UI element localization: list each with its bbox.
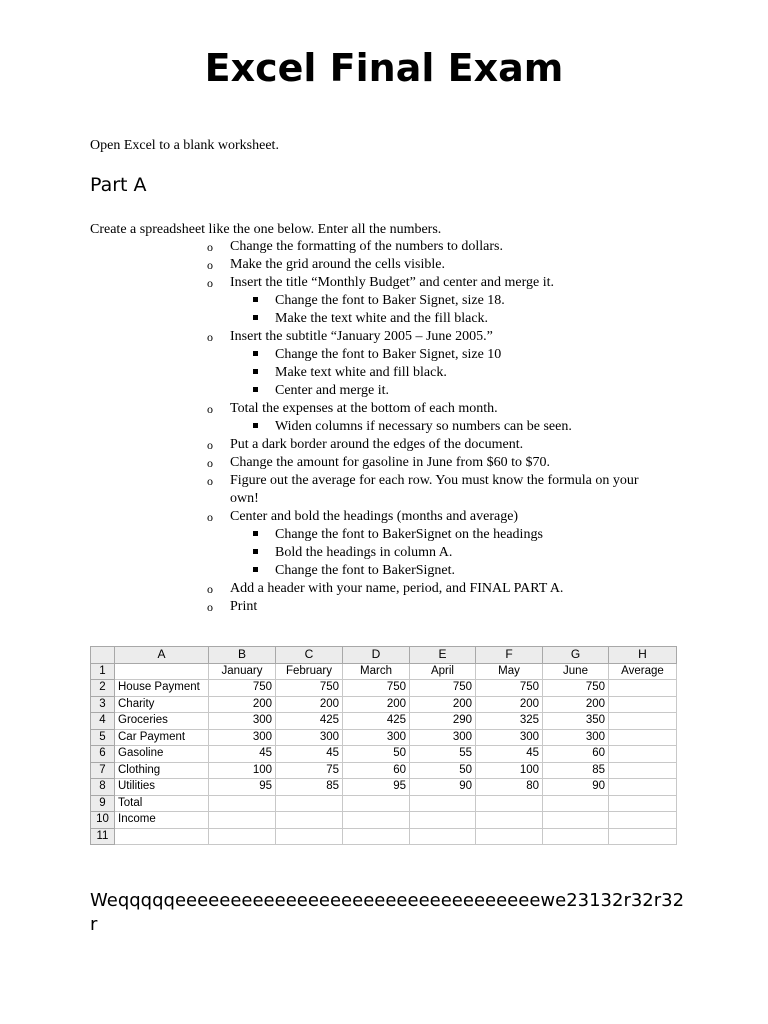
value-cell[interactable]: 300	[476, 729, 543, 746]
value-cell[interactable]: 290	[410, 713, 476, 730]
month-header-cell[interactable]: May	[476, 663, 543, 680]
value-cell[interactable]: 85	[276, 779, 343, 796]
value-cell[interactable]: 300	[410, 729, 476, 746]
circle-bullet-icon: o	[207, 582, 213, 596]
table-row	[91, 696, 677, 713]
sub-instruction-item	[0, 562, 768, 580]
circle-bullet-icon: o	[207, 330, 213, 344]
value-cell[interactable]: 50	[410, 762, 476, 779]
table-row	[91, 779, 677, 796]
value-cell[interactable]: 200	[209, 696, 276, 713]
instruction-text: Print	[230, 599, 258, 614]
sub-instruction-item	[0, 346, 768, 364]
row-label-cell[interactable]: Groceries	[115, 713, 209, 730]
table-row	[91, 663, 677, 680]
value-cell[interactable]: 425	[276, 713, 343, 730]
value-cell[interactable]: 325	[476, 713, 543, 730]
create-instruction: Create a spreadsheet like the one below. Enter all the numbers.	[90, 222, 442, 237]
table-row	[91, 680, 677, 697]
circle-bullet-icon: o	[207, 474, 213, 488]
square-bullet-icon	[253, 297, 258, 302]
value-cell[interactable]: 750	[543, 680, 609, 697]
month-header-cell[interactable]: June	[543, 663, 609, 680]
instruction-item	[0, 508, 670, 526]
row-label-cell[interactable]: Car Payment	[115, 729, 209, 746]
instruction-text: Change the amount for gasoline in June from $60 to $70.	[230, 455, 550, 470]
value-cell[interactable]: 750	[343, 680, 410, 697]
value-cell[interactable]	[476, 828, 543, 845]
instruction-item	[0, 436, 670, 454]
instruction-text: Center and merge it.	[275, 383, 390, 398]
sub-instruction-item	[0, 292, 768, 310]
month-header-cell[interactable]: Average	[609, 663, 677, 680]
instruction-text: Center and bold the headings (months and average)	[230, 509, 519, 524]
value-cell[interactable]: 45	[276, 746, 343, 763]
page-title: Excel Final Exam	[204, 46, 564, 90]
value-cell[interactable]: 95	[343, 779, 410, 796]
row-label-cell[interactable]: Income	[115, 812, 209, 829]
row-number[interactable]: 11	[91, 828, 115, 845]
row-label-cell[interactable]	[115, 828, 209, 845]
average-cell[interactable]	[609, 680, 677, 697]
column-header-d[interactable]: D	[343, 647, 410, 664]
value-cell[interactable]: 100	[209, 762, 276, 779]
instruction-text: Put a dark border around the edges of the document.	[230, 437, 524, 452]
row-number[interactable]: 9	[91, 795, 115, 812]
sub-instruction-item	[0, 526, 768, 544]
value-cell[interactable]	[209, 828, 276, 845]
circle-bullet-icon: o	[207, 510, 213, 524]
square-bullet-icon	[253, 315, 258, 320]
instruction-list	[0, 238, 768, 616]
table-row	[91, 795, 677, 812]
sub-instruction-item	[0, 382, 768, 400]
value-cell[interactable]: 200	[543, 696, 609, 713]
value-cell[interactable]	[276, 795, 343, 812]
cell[interactable]	[115, 663, 209, 680]
row-number[interactable]: 5	[91, 729, 115, 746]
instruction-text: Widen columns if necessary so numbers can be seen.	[275, 419, 572, 434]
column-header-h[interactable]: H	[609, 647, 677, 664]
row-number[interactable]: 7	[91, 762, 115, 779]
value-cell[interactable]: 300	[543, 729, 609, 746]
instruction-item	[0, 472, 670, 508]
value-cell[interactable]: 750	[476, 680, 543, 697]
value-cell[interactable]: 200	[410, 696, 476, 713]
column-header-f[interactable]: F	[476, 647, 543, 664]
row-label-cell[interactable]: Charity	[115, 696, 209, 713]
value-cell[interactable]: 200	[276, 696, 343, 713]
row-number[interactable]: 1	[91, 663, 115, 680]
value-cell[interactable]: 60	[343, 762, 410, 779]
column-header-c[interactable]: C	[276, 647, 343, 664]
instruction-text: Insert the subtitle “January 2005 – June 2005.”	[230, 329, 493, 344]
value-cell[interactable]: 45	[209, 746, 276, 763]
table-row	[91, 812, 677, 829]
circle-bullet-icon: o	[207, 276, 213, 290]
value-cell[interactable]	[343, 795, 410, 812]
instruction-item	[0, 238, 670, 256]
instruction-item	[0, 598, 670, 616]
column-header-row	[91, 647, 677, 664]
sub-instruction-item	[0, 544, 768, 562]
instruction-item	[0, 328, 670, 346]
value-cell[interactable]: 85	[543, 762, 609, 779]
circle-bullet-icon: o	[207, 456, 213, 470]
instruction-text: Change the font to BakerSignet on the headings	[275, 527, 543, 542]
value-cell[interactable]	[543, 812, 609, 829]
column-header-a[interactable]: A	[115, 647, 209, 664]
row-number[interactable]: 3	[91, 696, 115, 713]
average-cell[interactable]	[609, 828, 677, 845]
value-cell[interactable]	[209, 812, 276, 829]
part-heading: Part A	[90, 174, 147, 196]
instruction-text: Make text white and fill black.	[275, 365, 447, 380]
row-label-cell[interactable]: Total	[115, 795, 209, 812]
square-bullet-icon	[253, 387, 258, 392]
average-cell[interactable]	[609, 762, 677, 779]
instruction-text: Make the text white and the fill black.	[275, 311, 489, 326]
circle-bullet-icon: o	[207, 438, 213, 452]
table-row	[91, 746, 677, 763]
value-cell[interactable]: 200	[476, 696, 543, 713]
value-cell[interactable]: 300	[209, 713, 276, 730]
circle-bullet-icon: o	[207, 600, 213, 614]
average-cell[interactable]	[609, 729, 677, 746]
value-cell[interactable]: 300	[276, 729, 343, 746]
table-row	[91, 828, 677, 845]
footer-text: Weqqqqqeeeeeeeeeeeeeeeeeeeeeeeeeeeeeeeeewe23132r32r32r	[90, 890, 685, 935]
value-cell[interactable]: 45	[476, 746, 543, 763]
row-number[interactable]: 4	[91, 713, 115, 730]
instruction-text: Change the formatting of the numbers to dollars.	[230, 239, 503, 254]
value-cell[interactable]: 300	[209, 729, 276, 746]
sub-instruction-item	[0, 364, 768, 382]
value-cell[interactable]: 60	[543, 746, 609, 763]
value-cell[interactable]: 90	[410, 779, 476, 796]
row-label-cell[interactable]: Clothing	[115, 762, 209, 779]
value-cell[interactable]	[276, 828, 343, 845]
value-cell[interactable]: 75	[276, 762, 343, 779]
instruction-text: Make the grid around the cells visible.	[230, 257, 445, 272]
value-cell[interactable]: 80	[476, 779, 543, 796]
average-cell[interactable]	[609, 746, 677, 763]
instruction-item	[0, 454, 670, 472]
instruction-text: Change the font to Baker Signet, size 18.	[275, 293, 505, 308]
instruction-text: Figure out the average for each row. You must know the formula on your own!	[230, 473, 639, 506]
value-cell[interactable]: 350	[543, 713, 609, 730]
value-cell[interactable]: 425	[343, 713, 410, 730]
month-header-cell[interactable]: March	[343, 663, 410, 680]
value-cell[interactable]: 750	[276, 680, 343, 697]
table-row	[91, 762, 677, 779]
square-bullet-icon	[253, 369, 258, 374]
instruction-text: Change the font to BakerSignet.	[275, 563, 456, 578]
average-cell[interactable]	[609, 696, 677, 713]
row-number[interactable]: 10	[91, 812, 115, 829]
instruction-text: Add a header with your name, period, and FINAL PART A.	[230, 581, 564, 596]
average-cell[interactable]	[609, 812, 677, 829]
value-cell[interactable]	[209, 795, 276, 812]
row-label-cell[interactable]: House Payment	[115, 680, 209, 697]
row-number[interactable]: 6	[91, 746, 115, 763]
value-cell[interactable]	[476, 795, 543, 812]
value-cell[interactable]	[343, 828, 410, 845]
square-bullet-icon	[253, 567, 258, 572]
corner-cell[interactable]	[91, 647, 115, 664]
value-cell[interactable]	[276, 812, 343, 829]
instruction-text: Bold the headings in column A.	[275, 545, 453, 560]
average-cell[interactable]	[609, 795, 677, 812]
sub-instruction-item	[0, 418, 768, 436]
intro-text: Open Excel to a blank worksheet.	[90, 138, 279, 153]
average-cell[interactable]	[609, 779, 677, 796]
circle-bullet-icon: o	[207, 240, 213, 254]
instruction-text: Total the expenses at the bottom of each month.	[230, 401, 498, 416]
value-cell[interactable]	[410, 795, 476, 812]
instruction-text: Change the font to Baker Signet, size 10	[275, 347, 502, 362]
square-bullet-icon	[253, 531, 258, 536]
value-cell[interactable]: 50	[343, 746, 410, 763]
value-cell[interactable]	[476, 812, 543, 829]
square-bullet-icon	[253, 549, 258, 554]
value-cell[interactable]: 200	[343, 696, 410, 713]
row-number[interactable]: 2	[91, 680, 115, 697]
value-cell[interactable]	[343, 812, 410, 829]
value-cell[interactable]: 55	[410, 746, 476, 763]
month-header-cell[interactable]: January	[209, 663, 276, 680]
instruction-item	[0, 274, 670, 292]
value-cell[interactable]: 100	[476, 762, 543, 779]
month-header-cell[interactable]: February	[276, 663, 343, 680]
table-row	[91, 729, 677, 746]
value-cell[interactable]	[410, 828, 476, 845]
sub-instruction-item	[0, 310, 768, 328]
value-cell[interactable]: 95	[209, 779, 276, 796]
column-header-g[interactable]: G	[543, 647, 609, 664]
column-header-e[interactable]: E	[410, 647, 476, 664]
value-cell[interactable]: 90	[543, 779, 609, 796]
square-bullet-icon	[253, 351, 258, 356]
row-label-cell[interactable]: Gasoline	[115, 746, 209, 763]
value-cell[interactable]: 750	[410, 680, 476, 697]
circle-bullet-icon: o	[207, 258, 213, 272]
row-label-cell[interactable]: Utilities	[115, 779, 209, 796]
value-cell[interactable]	[543, 795, 609, 812]
value-cell[interactable]: 300	[343, 729, 410, 746]
instruction-item	[0, 256, 670, 274]
row-number[interactable]: 8	[91, 779, 115, 796]
instruction-item	[0, 580, 670, 598]
average-cell[interactable]	[609, 713, 677, 730]
column-header-b[interactable]: B	[209, 647, 276, 664]
instruction-text: Insert the title “Monthly Budget” and center and merge it.	[230, 275, 554, 290]
month-header-cell[interactable]: April	[410, 663, 476, 680]
square-bullet-icon	[253, 423, 258, 428]
circle-bullet-icon: o	[207, 402, 213, 416]
value-cell[interactable]: 750	[209, 680, 276, 697]
value-cell[interactable]	[543, 828, 609, 845]
spreadsheet-table	[90, 646, 677, 845]
value-cell[interactable]	[410, 812, 476, 829]
instruction-item	[0, 400, 670, 418]
table-row	[91, 713, 677, 730]
